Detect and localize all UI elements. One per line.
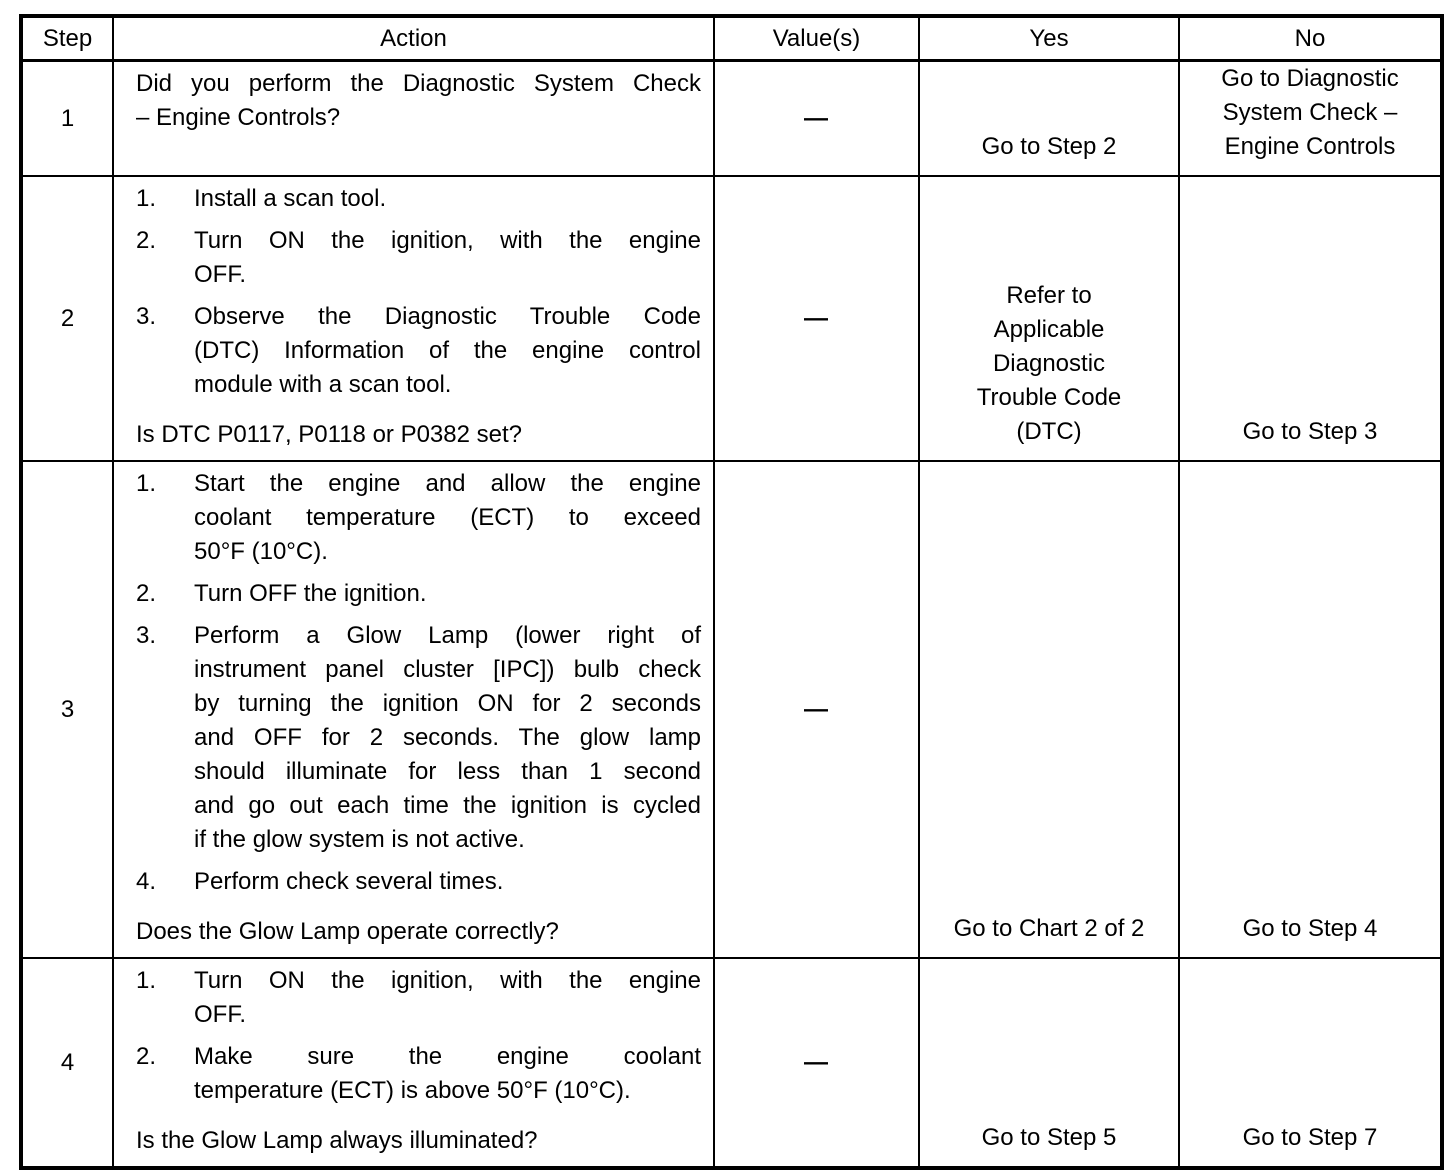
list-item-number: 3. [136, 622, 157, 649]
em-dash: — [804, 304, 829, 332]
value-cell [714, 176, 919, 461]
no-cell [1179, 461, 1442, 958]
action-cell [113, 176, 714, 461]
action-line: 50°F (10°C). [194, 538, 328, 565]
list-item-number: 2. [136, 1043, 157, 1070]
action-list-item [136, 1040, 701, 1108]
action-cell [113, 958, 714, 1168]
action-line: Start the engine and allow the engine [194, 470, 701, 497]
action-cell [113, 461, 714, 958]
action-list-item [136, 300, 701, 402]
table-row-step-1 [21, 61, 1442, 177]
action-list-item [136, 865, 701, 899]
yes-line: Refer to [1006, 282, 1092, 309]
table-row-step-4 [21, 958, 1442, 1168]
action-line: Observe the Diagnostic Trouble Code [194, 303, 701, 330]
action-question-line: – Engine Controls? [136, 104, 341, 131]
list-item-number: 1. [136, 967, 157, 994]
yes-line: Trouble Code [976, 384, 1122, 411]
header-row [21, 16, 1442, 61]
action-line: temperature (ECT) is above 50°F (10°C). [194, 1077, 631, 1104]
action-question-line: Did you perform the Diagnostic System Check [136, 70, 701, 97]
action-list-item [136, 964, 701, 1032]
yes-line: (DTC) [1016, 418, 1082, 445]
action-line: instrument panel cluster [IPC]) bulb check [194, 656, 701, 683]
list-item-number: 1. [136, 470, 157, 497]
yes-line: Diagnostic [992, 350, 1106, 377]
action-question-line: Does the Glow Lamp operate correctly? [136, 918, 559, 945]
yes-cell [919, 61, 1179, 177]
step-number: 3 [21, 461, 113, 958]
list-item-number: 2. [136, 580, 157, 607]
yes-cell [919, 176, 1179, 461]
action-line: Turn ON the ignition, with the engine [194, 967, 701, 994]
action-line: (DTC) Information of the engine control [194, 337, 701, 364]
yes-line: Go to Step 2 [981, 133, 1117, 160]
action-list-item [136, 467, 701, 569]
action-line: OFF. [194, 261, 246, 288]
list-item-number: 4. [136, 868, 157, 895]
action-line: should illuminate for less than 1 second [194, 758, 701, 785]
yes-line: Applicable [993, 316, 1105, 343]
table-row-step-3 [21, 461, 1442, 958]
yes-line: Go to Step 5 [981, 1124, 1117, 1151]
yes-line: Go to Chart 2 of 2 [953, 915, 1145, 942]
em-dash: — [804, 1048, 829, 1076]
action-line: Install a scan tool. [194, 185, 387, 212]
no-cell [1179, 176, 1442, 461]
action-list-item [136, 182, 701, 216]
value-cell [714, 461, 919, 958]
action-question [136, 418, 701, 452]
value-cell [714, 61, 919, 177]
no-line: Go to Step 3 [1242, 418, 1378, 445]
action-line: and OFF for 2 seconds. The glow lamp [194, 724, 701, 751]
action-cell [113, 61, 714, 177]
value-cell [714, 958, 919, 1168]
no-line: Go to Step 7 [1242, 1124, 1378, 1151]
no-line: Go to Step 4 [1242, 915, 1378, 942]
no-line: Engine Controls [1224, 133, 1396, 160]
table-row-step-2 [21, 176, 1442, 461]
em-dash: — [804, 104, 829, 132]
yes-cell [919, 461, 1179, 958]
no-line: System Check – [1222, 99, 1398, 126]
no-line: Go to Diagnostic [1221, 65, 1399, 92]
action-line: Turn OFF the ignition. [194, 580, 427, 607]
action-list-item [136, 619, 701, 857]
step-number: 1 [21, 61, 113, 177]
yes-cell [919, 958, 1179, 1168]
col-header-no: No [1179, 16, 1442, 61]
action-line: Perform a Glow Lamp (lower right of [194, 622, 701, 649]
action-line: by turning the ignition ON for 2 seconds [194, 690, 701, 717]
action-question [136, 1124, 701, 1158]
action-line: Make sure the engine coolant [194, 1043, 701, 1070]
list-item-number: 1. [136, 185, 157, 212]
list-item-number: 3. [136, 303, 157, 330]
action-list-item [136, 577, 701, 611]
action-question [136, 67, 701, 135]
action-list-item [136, 224, 701, 292]
list-item-number: 2. [136, 227, 157, 254]
diagnostic-table [19, 14, 1444, 1170]
no-cell [1179, 61, 1442, 177]
step-number: 4 [21, 958, 113, 1168]
col-header-yes: Yes [919, 16, 1179, 61]
action-question-line: Is DTC P0117, P0118 or P0382 set? [136, 421, 523, 448]
col-header-values: Value(s) [714, 16, 919, 61]
action-line: Turn ON the ignition, with the engine [194, 227, 701, 254]
col-header-step: Step [21, 16, 113, 61]
action-line: if the glow system is not active. [194, 826, 525, 853]
no-cell [1179, 958, 1442, 1168]
action-question [136, 915, 701, 949]
action-line: and go out each time the ignition is cycled [194, 792, 701, 819]
action-line: module with a scan tool. [194, 371, 452, 398]
action-line: OFF. [194, 1001, 246, 1028]
col-header-action: Action [113, 16, 714, 61]
action-question-line: Is the Glow Lamp always illuminated? [136, 1127, 538, 1154]
action-line: coolant temperature (ECT) to exceed [194, 504, 701, 531]
em-dash: — [804, 695, 829, 723]
step-number: 2 [21, 176, 113, 461]
action-line: Perform check several times. [194, 868, 504, 895]
